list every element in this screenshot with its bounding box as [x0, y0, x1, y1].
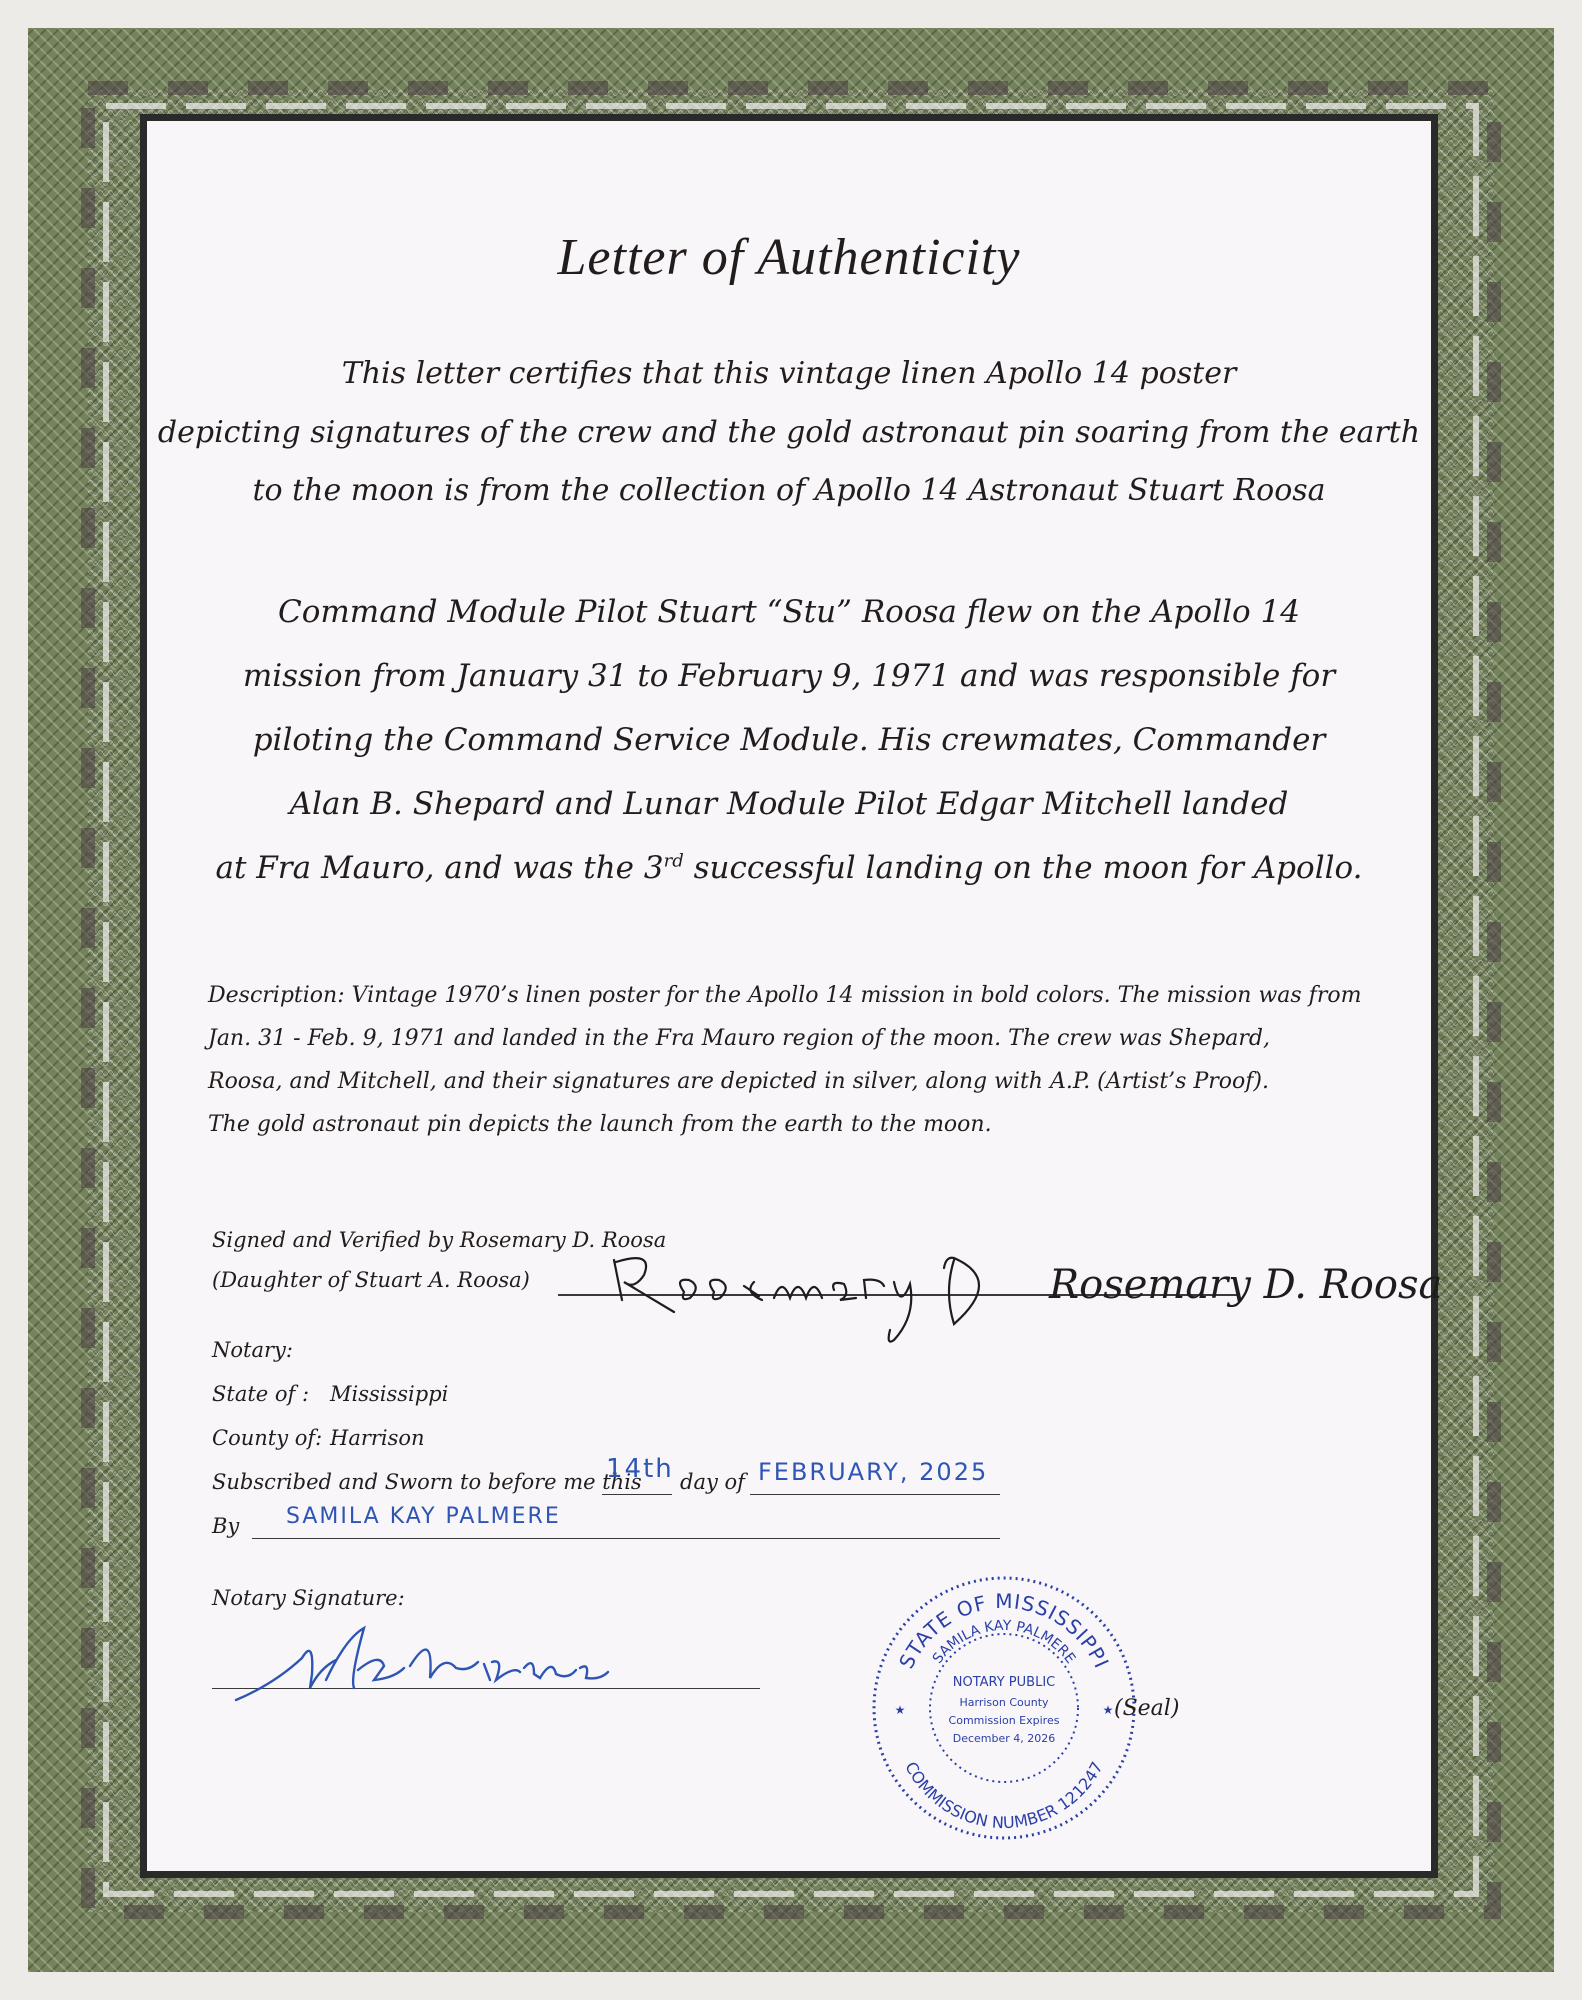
body-line: [154, 850, 1424, 886]
rosemary-signature-text: Rosemary D. Roosa: [1049, 1262, 1443, 1308]
page-title: Letter of Authenticity: [557, 229, 1021, 286]
seal-commission-text: COMMISSION NUMBER 121247: [901, 1758, 1107, 1833]
state-label: State of :: [212, 1382, 310, 1406]
state-value: Mississippi: [330, 1382, 449, 1406]
county-value: Harrison: [330, 1426, 425, 1450]
seal-line-1: NOTARY PUBLIC: [952, 1675, 1056, 1690]
certify-line: This letter certifies that this vintage linen Apollo 14 poster: [341, 356, 1237, 391]
body-line-text: successful landing on the moon for Apollo.: [683, 850, 1363, 886]
body-line-text: at Fra Mauro, and was the 3: [215, 850, 664, 886]
description-line: Roosa, and Mitchell, and their signatures are depicted in silver, along with A.P. (Artist’s Proof).: [208, 1069, 1269, 1094]
seal-line-3: Commission Expires: [948, 1714, 1060, 1727]
by-label: By: [212, 1514, 240, 1538]
seal-star-icon: ★: [1102, 1703, 1114, 1717]
description-line: The gold astronaut pin depicts the launch from the earth to the moon.: [208, 1112, 992, 1137]
body-line: mission from January 31 to February 9, 1971 and was responsible for: [242, 658, 1336, 694]
sworn-statement: Subscribed and Sworn to before me this: [212, 1470, 642, 1494]
notary-heading: Notary:: [212, 1338, 293, 1362]
seal-star-icon: ★: [894, 1703, 906, 1717]
seal-name-text: SAMILA KAY PALMERE: [929, 1617, 1079, 1667]
signed-by-label: Signed and Verified by Rosemary D. Roosa: [212, 1228, 667, 1252]
notary-seal: [864, 1568, 1144, 1848]
body-line: piloting the Command Service Module. His crewmates, Commander: [252, 722, 1326, 758]
by-line: [252, 1538, 1000, 1539]
seal-label: (Seal): [1114, 1696, 1180, 1721]
body-line: Command Module Pilot Stuart “Stu” Roosa flew on the Apollo 14: [278, 594, 1300, 630]
ordinal-suffix: rd: [663, 850, 684, 872]
month-line: [750, 1494, 1000, 1495]
body-line: Alan B. Shepard and Lunar Module Pilot Edgar Mitchell landed: [289, 786, 1289, 822]
seal-line-2: Harrison County: [959, 1696, 1049, 1709]
county-label: County of:: [212, 1426, 323, 1450]
description-line: Description: Vintage 1970’s linen poster for the Apollo 14 mission in bold colors. The mission was from: [208, 983, 1362, 1008]
seal-state-text: STATE OF MISSISSIPPI: [894, 1589, 1114, 1673]
certificate-body: [154, 128, 1443, 1864]
day-of-label: day of: [680, 1470, 745, 1494]
day-line: [602, 1494, 672, 1495]
certify-line: to the moon is from the collection of Apollo 14 Astronaut Stuart Roosa: [252, 473, 1326, 508]
notary-signature-label: Notary Signature:: [212, 1586, 405, 1610]
description-line: Jan. 31 - Feb. 9, 1971 and landed in the Fra Mauro region of the moon. The crew was Shepard,: [208, 1026, 1270, 1051]
notary-signature: [234, 1608, 734, 1718]
seal-commission: [901, 1759, 1107, 1833]
seal-line-4: December 4, 2026: [952, 1732, 1056, 1745]
month-year-value: FEBRUARY, 2025: [758, 1458, 989, 1486]
by-value: SAMILA KAY PALMERE: [286, 1504, 561, 1529]
certify-line: depicting signatures of the crew and the gold astronaut pin soaring from the earth: [157, 415, 1421, 450]
day-value: 14th: [606, 1454, 674, 1484]
relation-label: (Daughter of Stuart A. Roosa): [212, 1268, 530, 1292]
rosemary-signature: [594, 1220, 1443, 1350]
